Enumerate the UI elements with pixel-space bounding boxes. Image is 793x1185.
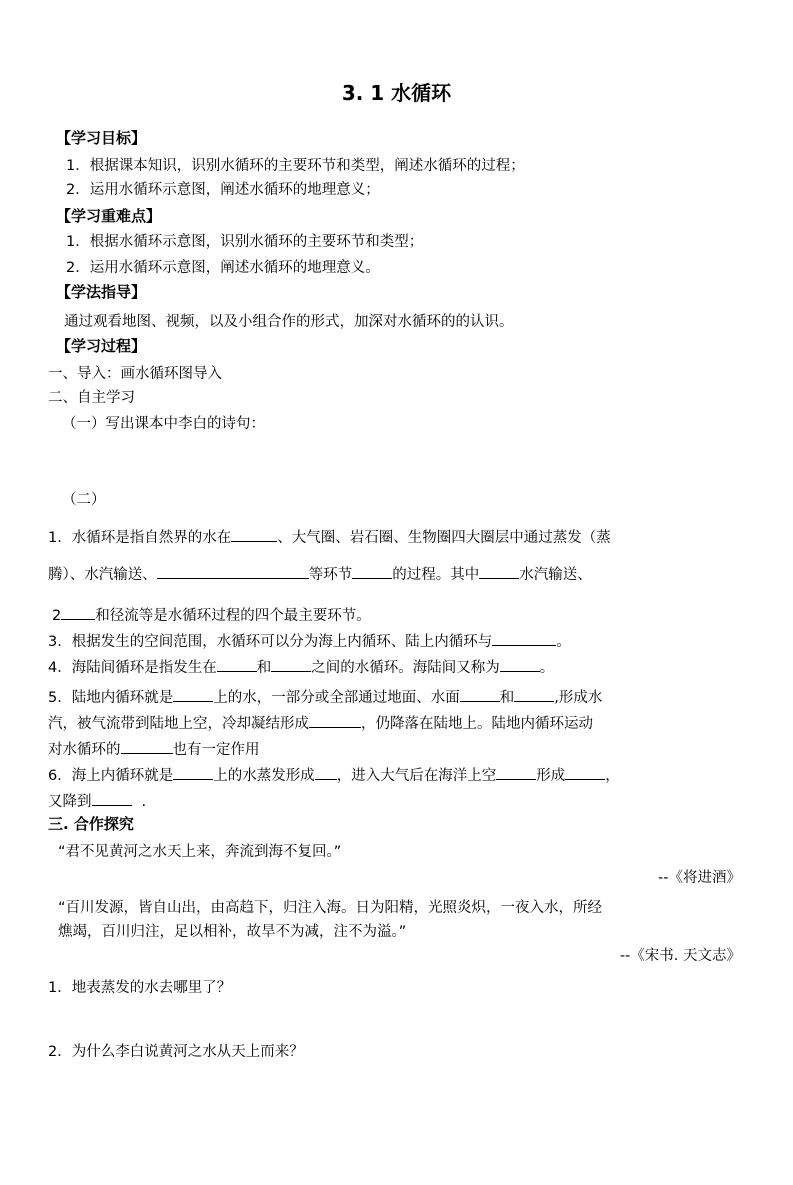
q5b-text-1: 汽，被气流带到陆地上空，冷却凝结形成 [48,716,309,732]
q3-text-1: 3．根据发生的空间范围，水循环可以分为海上内循环、陆上内循环与 [48,634,493,650]
goal-item-2: 2．运用水循环示意图，阐述水循环的地理意义； [66,182,380,198]
q5c-text-2: 也有一定作用 [172,742,260,758]
q5a-text-2: 上的水，一部分或全部通过地面、水面 [213,690,460,706]
q6a-text-5: ， [605,768,620,784]
self-study-heading: 二、自主学习 [48,390,135,406]
quote-2-line-b: 燋竭，百川归注，足以相补，故旱不为减，注不为溢。” [58,924,407,940]
blank-answer[interactable] [271,656,311,672]
question-5-line-a [48,686,602,708]
q6a-text-1: 6．海上内循环就是 [48,768,174,784]
process-heading: 【学习过程】 [56,337,147,355]
subsection-2: （二） [62,492,106,508]
blank-answer[interactable] [157,563,309,579]
q1c-text-2: 和径流等是水循环过程的四个最主要环节。 [95,608,371,624]
q4-text-3: 之间的水循环。海陆间又称为 [311,660,500,676]
blank-answer[interactable] [500,656,540,672]
blank-answer[interactable] [173,686,213,702]
poem-source-1: --《将进酒》 [658,870,741,886]
q5b-text-2: ，仍降落在陆地上。陆地内循环运动 [361,716,593,732]
q4-text-2: 和 [256,660,272,676]
blank-answer[interactable] [565,764,605,780]
q1a-text-2: 、大气圈、岩石圈、生物圈四大圈层中通过蒸发（蒸 [277,530,611,546]
coop-question-1: 1．地表蒸发的水去哪里了？ [48,980,232,996]
blank-answer[interactable] [61,604,95,620]
poem-quote-1: “君不见黄河之水天上来，奔流到海不复回。” [58,844,342,860]
key-points-heading: 【学习重难点】 [56,207,162,225]
q1a-text-1: 1．水循环是指自然界的水在 [48,530,232,546]
question-6-line-b [48,790,146,812]
question-5-line-c [48,738,260,760]
blank-answer[interactable] [92,790,132,806]
method-text: 通过观看地图、视频，以及小组合作的形式，加深对水循环的的认识。 [64,314,514,330]
q1b-text-1: 腾）、水汽输送、 [48,567,157,583]
blank-answer[interactable] [514,686,554,702]
blank-answer[interactable] [352,563,392,579]
goal-item-1: 1．根据课本知识，识别水循环的主要环节和类型，阐述水循环的过程； [66,158,525,174]
goals-heading: 【学习目标】 [56,129,147,147]
q5a-text-3: 和 [499,690,515,706]
q3-text-2: 。 [556,634,571,650]
quote-source-2: --《宋书. 天文志》 [619,948,741,964]
q1b-text-3: 的过程。其中 [392,567,480,583]
q1b-text-2: 等环节 [308,567,353,583]
blank-answer[interactable] [173,764,213,780]
question-4 [48,656,554,678]
q1c-text-1: 2 [52,608,62,624]
blank-answer[interactable] [496,764,536,780]
page-title: 3. 1 水循环 [341,81,452,105]
q5a-text-1: 5．陆地内循环就是 [48,690,174,706]
question-1-line-a [48,526,611,548]
q4-text-1: 4．海陆间循环是指发生在 [48,660,217,676]
q5c-text-1: 对水循环的 [48,742,121,758]
blank-answer[interactable] [492,630,556,646]
blank-answer[interactable] [231,526,277,542]
q5a-text-4: ,形成水 [554,690,603,706]
blank-answer[interactable] [309,712,361,728]
q6a-text-2: 上的水蒸发形成 [213,768,315,784]
blank-answer[interactable] [315,764,337,780]
question-1-line-c [52,604,371,626]
quote-2-line-a: “百川发源，皆自山出，由高趋下，归注入海。日为阳精，光照炎炽，一夜入水，所经 [58,900,603,916]
q6a-text-3: ，进入大气后在海洋上空 [336,768,497,784]
q1b-text-4: 水汽输送、 [519,567,592,583]
question-1-line-b [48,563,592,585]
method-heading: 【学法指导】 [56,283,147,301]
blank-answer[interactable] [479,563,519,579]
question-3 [48,630,571,652]
q6b-text-1: 又降到 [48,794,92,810]
q6b-text-2: . [141,794,147,810]
q4-text-4: 。 [539,660,555,676]
blank-answer[interactable] [217,656,257,672]
question-6-line-a [48,764,620,786]
subsection-1: （一）写出课本中李白的诗句： [62,416,265,432]
blank-answer[interactable] [460,686,500,702]
cooperation-heading: 三. 合作探究 [48,815,134,833]
coop-question-2: 2．为什么李白说黄河之水从天上而来？ [48,1044,304,1060]
q6a-text-4: 形成 [536,768,566,784]
intro-line: 一、导入：画水循环图导入 [48,366,222,382]
blank-answer[interactable] [121,738,173,754]
key-point-2: 2．运用水循环示意图，阐述水循环的地理意义。 [66,260,380,276]
key-point-1: 1．根据水循环示意图，识别水循环的主要环节和类型； [66,234,424,250]
question-5-line-b [48,712,593,734]
